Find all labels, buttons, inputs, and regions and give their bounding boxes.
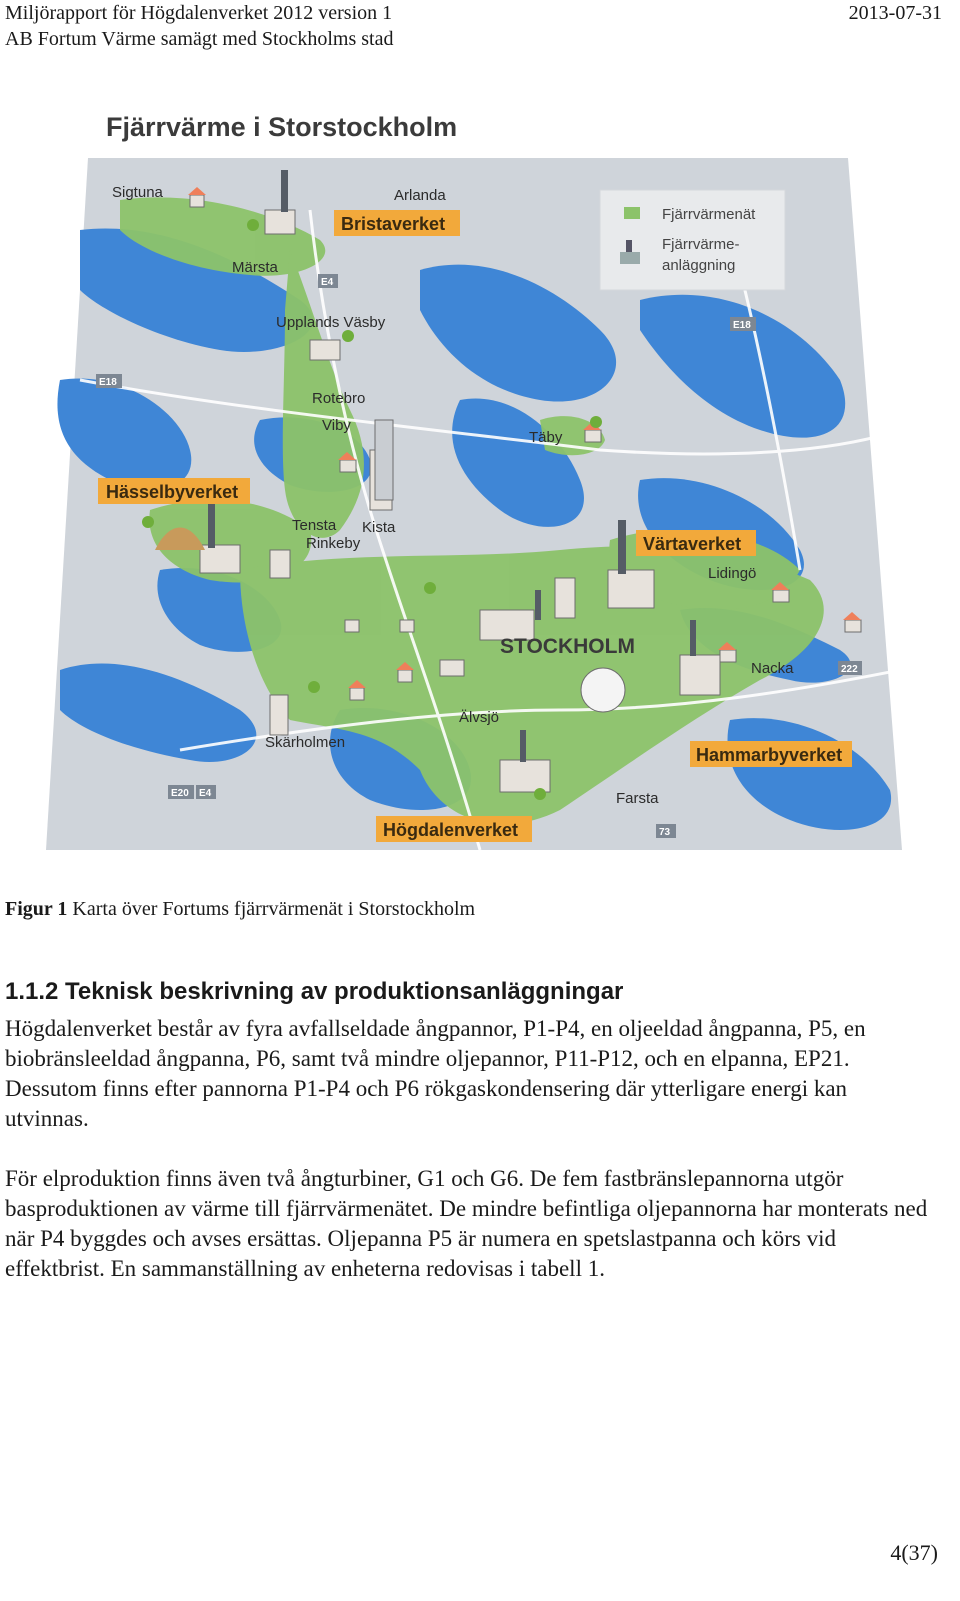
label-arlanda: Arlanda (394, 187, 446, 204)
label-kista: Kista (362, 519, 396, 536)
label-farsta: Farsta (616, 790, 659, 807)
document-header (5, 0, 394, 52)
label-skarholmen: Skärholmen (265, 734, 346, 751)
map-legend (600, 190, 785, 290)
label-rotebro: Rotebro (312, 390, 366, 407)
label-taby: Täby (529, 429, 563, 446)
road-e18-east: E18 (733, 320, 751, 331)
plant-bristaverket: Bristaverket (341, 214, 446, 234)
road-73: 73 (659, 827, 671, 838)
plant-hogdalenverket: Högdalenverket (383, 820, 519, 840)
plant-hammarbyverket: Hammarbyverket (696, 745, 843, 765)
plant-vartaverket: Värtaverket (643, 534, 742, 554)
label-stockholm: STOCKHOLM (500, 635, 635, 658)
legend-plant-line1: Fjärrvärme- (662, 236, 740, 253)
header-title-line2: AB Fortum Värme samägt med Stockholms stad (5, 28, 394, 50)
map-illustration (40, 150, 920, 880)
caption-text: Karta över Fortums fjärrvärmenät i Storstockholm (67, 898, 476, 920)
label-sigtuna: Sigtuna (112, 184, 163, 201)
figure-caption (5, 898, 475, 921)
legend-plant-line2: anläggning (662, 257, 736, 274)
label-marsta: Märsta (232, 259, 278, 276)
label-rinkeby: Rinkeby (306, 535, 361, 552)
road-e4-north: E4 (321, 277, 334, 288)
legend-network: Fjärrvärmenät (662, 206, 756, 223)
figure-title: Fjärrvärme i Storstockholm (106, 112, 458, 142)
plant-hasselbyverket: Hässelbyverket (106, 482, 239, 502)
road-222: 222 (841, 664, 858, 675)
label-lidingo: Lidingö (708, 565, 757, 582)
label-nacka: Nacka (751, 660, 794, 677)
label-tensta: Tensta (292, 517, 337, 534)
section-heading: 1.1.2 Teknisk beskrivning av produktionsanläggningar (5, 978, 624, 1005)
label-upplands-vasby: Upplands Väsby (276, 314, 386, 331)
label-viby: Viby (322, 417, 351, 434)
road-e20: E20 (171, 788, 189, 799)
label-alvsjo: Älvsjö (459, 709, 500, 726)
caption-label: Figur 1 (5, 898, 68, 920)
road-e18-west: E18 (99, 377, 117, 388)
road-e4-south: E4 (199, 788, 212, 799)
page-number: 4(37) (890, 1540, 938, 1565)
header-date: 2013-07-31 (848, 2, 942, 24)
section-paragraph-2: För elproduktion finns även två ångturbiner, G1 och G6. De fem fastbränslepannorna utgör basproduktionen av värme till fjärrvärmenätet. De mindre befintliga oljepannorna har monterats ned när P4 byggdes och avses ersättas. Oljepanna P5 är numera en spetslastpanna och körs vid effektbrist. En sammanställning av enheterna redovisas i tabell 1. (5, 1166, 928, 1281)
header-title-line1: Miljörapport för Högdalenverket 2012 version 1 (5, 2, 393, 24)
district-heating-map (40, 150, 920, 880)
section-paragraph-1: Högdalenverket består av fyra avfallseldade ångpannor, P1-P4, en oljeeldad ångpanna, P5, en biobränsleeldad ångpanna, P6, samt två mindre oljepannor, P11-P12, och en elpanna, EP21. Dessutom finns efter pannorna P1-P4 och P6 rökgaskondensering där ytterligare energi kan utvinnas. (5, 1016, 866, 1131)
